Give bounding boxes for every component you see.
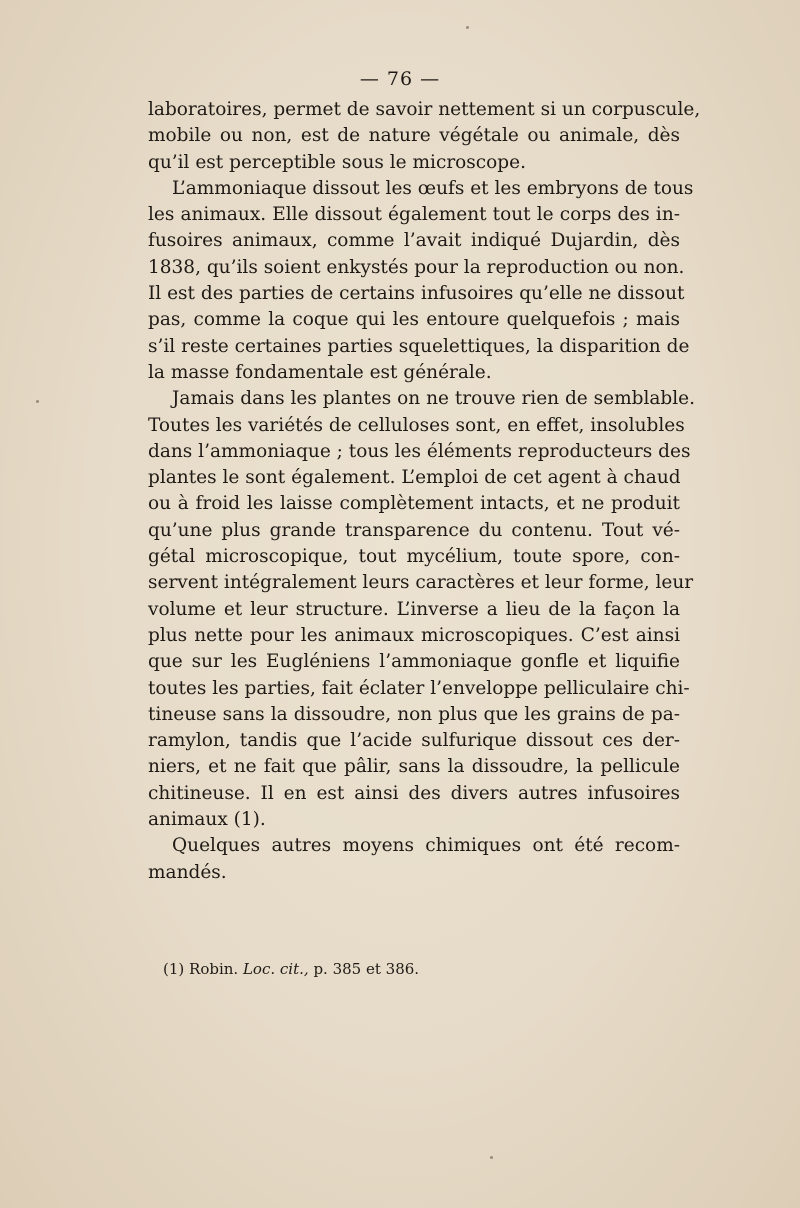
text-line: niers, et ne fait que pâlir, sans la dissoudre, la pellicule [148,756,680,778]
text-line: plus nette pour les animaux microscopiques. C’est ainsi [148,624,680,646]
paper-speck [36,400,39,403]
text-line: animaux (1). [148,809,266,831]
paper-speck [490,1156,493,1159]
paper-speck [466,26,469,29]
text-line: gétal microscopique, tout mycélium, toute spore, con- [148,546,680,568]
page-number: — 76 — [359,68,441,90]
text-line: pas, comme la coque qui les entoure quelquefois ; mais [148,309,680,331]
text-line: les animaux. Elle dissout également tout le corps des in- [148,204,680,226]
footnote [163,960,419,978]
text-line: que sur les Eugléniens l’ammoniaque gonfle et liquifie [148,651,680,673]
footnote-marker: (1) [163,960,185,978]
footnote-reference: Loc. cit., [242,960,309,978]
text-line: la masse fondamentale est générale. [148,361,492,383]
text-line: L’ammoniaque dissout les œufs et les embryons de tous [172,177,694,199]
text-line: chitineuse. Il en est ainsi des divers autres infusoires [148,782,680,804]
text-line: fusoires animaux, comme l’avait indiqué Dujardin, dès [148,230,680,252]
text-line: qu’il est perceptible sous le microscope. [148,151,526,173]
text-line: plantes le sont également. L’emploi de cet agent à chaud [148,467,681,489]
text-line: dans l’ammoniaque ; tous les éléments reproducteurs des [148,440,691,462]
text-line: toutes les parties, fait éclater l’enveloppe pelliculaire chi- [148,677,690,699]
text-line: servent intégralement leurs caractères et leur forme, leur [148,572,694,594]
text-line: mobile ou non, est de nature végétale ou animale, dès [148,125,680,147]
text-line: volume et leur structure. L’inverse a lieu de la façon la [148,598,680,620]
body-text [148,97,701,886]
text-line: laboratoires, permet de savoir nettement si un corpuscule, [148,99,701,120]
text-line: 1838, qu’ils soient enkystés pour la reproduction ou non. [148,256,685,278]
footnote-author: Robin. [189,960,239,978]
text-line: Quelques autres moyens chimiques ont été recom- [172,835,680,857]
text-line: s’il reste certaines parties squelettiques, la disparition de [148,335,690,357]
text-line: tineuse sans la dissoudre, non plus que les grains de pa- [148,703,680,725]
text-line: Il est des parties de certains infusoires qu’elle ne dissout [148,283,685,305]
text-line: Jamais dans les plantes on ne trouve rien de semblable. [172,388,695,410]
text-line: qu’une plus grande transparence du contenu. Tout vé- [148,519,680,541]
footnote-pages: p. 385 et 386. [313,960,420,978]
text-line: ramylon, tandis que l’acide sulfurique dissout ces der- [148,730,680,752]
text-line: Toutes les variétés de celluloses sont, en effet, insolubles [148,414,685,436]
text-line: mandés. [148,861,227,883]
text-line: ou à froid les laisse complètement intacts, et ne produit [148,493,680,515]
